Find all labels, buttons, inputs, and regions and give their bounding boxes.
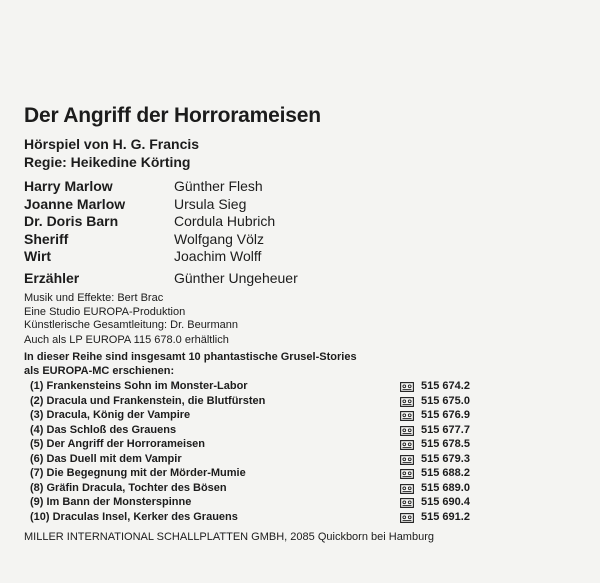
series-item-title: (1) Frankensteins Sohn im Monster-Labor <box>30 380 248 392</box>
cast-row <box>24 178 298 196</box>
series-intro <box>24 351 357 378</box>
cast-actor: Ursula Sieg <box>174 195 247 212</box>
cassette-icon <box>400 513 414 528</box>
series-item <box>24 510 494 525</box>
cast-actor: Günther Ungeheuer <box>174 269 298 286</box>
catalog-number: 515 679.3 <box>421 452 470 465</box>
series-item <box>24 466 494 481</box>
series-intro-line: als EUROPA-MC erschienen: <box>24 364 175 377</box>
cast-role: Sheriff <box>24 230 69 247</box>
catalog-number: 515 676.9 <box>421 409 470 422</box>
catalog-number: 515 691.2 <box>421 510 470 523</box>
cast-row <box>24 270 298 288</box>
lp-availability-note: Auch als LP EUROPA 115 678.0 erhältlich <box>24 334 229 346</box>
series-item-title: (9) Im Bann der Monsterspinne <box>30 496 192 509</box>
credit-line: Eine Studio EUROPA-Produktion <box>24 305 186 318</box>
publisher-footer: MILLER INTERNATIONAL SCHALLPLATTEN GMBH, 2085 Quickborn bei Hamburg <box>24 531 434 543</box>
cast-actor: Cordula Hubrich <box>174 213 276 230</box>
catalog-number: 515 688.2 <box>421 467 470 480</box>
catalog-number: 515 689.0 <box>421 481 470 494</box>
credit-line: Musik und Effekte: Bert Brac <box>24 292 164 304</box>
catalog-number: 515 677.7 <box>421 423 470 436</box>
cast-actor: Günther Flesh <box>174 178 263 194</box>
cast-role: Harry Marlow <box>24 178 113 194</box>
series-item <box>24 394 494 409</box>
series-item-title: (8) Gräfin Dracula, Tochter des Bösen <box>30 481 227 494</box>
series-item <box>24 408 494 423</box>
series-item-title: (7) Die Begegnung mit der Mörder-Mumie <box>30 467 246 480</box>
series-item <box>24 495 494 510</box>
author-line: Hörspiel von H. G. Francis <box>24 136 200 152</box>
series-item-title: (4) Das Schloß des Grauens <box>30 423 177 436</box>
series-list <box>24 379 494 524</box>
cast-row <box>24 248 298 266</box>
credit-line: Künstlerische Gesamtleitung: Dr. Beurmann <box>24 319 238 331</box>
series-item <box>24 452 494 467</box>
series-item <box>24 481 494 496</box>
series-intro-line: In dieser Reihe sind insgesamt 10 phantastische Grusel-Stories <box>24 351 357 363</box>
series-item-title: (10) Draculas Insel, Kerker des Grauens <box>30 510 238 523</box>
production-credits <box>24 292 238 333</box>
cast-actor: Joachim Wolff <box>174 248 262 265</box>
director-line: Regie: Heikedine Körting <box>24 154 191 170</box>
series-item <box>24 437 494 452</box>
series-item <box>24 379 494 394</box>
catalog-number: 515 678.5 <box>421 438 470 451</box>
cast-row <box>24 196 298 214</box>
catalog-number: 515 690.4 <box>421 496 470 509</box>
cast-role: Joanne Marlow <box>24 195 126 212</box>
page-title: Der Angriff der Horrorameisen <box>24 104 321 127</box>
series-item <box>24 423 494 438</box>
cast-actor: Wolfgang Völz <box>174 230 265 247</box>
cast-row <box>24 213 298 231</box>
cast-role: Wirt <box>24 248 52 265</box>
series-item-title: (2) Dracula und Frankenstein, die Blutfürsten <box>30 394 266 407</box>
cast-row <box>24 231 298 249</box>
cast-role: Dr. Doris Barn <box>24 213 119 230</box>
series-item-title: (5) Der Angriff der Horrorameisen <box>30 438 206 451</box>
catalog-number: 515 675.0 <box>421 394 470 407</box>
cast-role: Erzähler <box>24 269 80 286</box>
catalog-number: 515 674.2 <box>421 380 470 392</box>
cast-list <box>24 178 298 288</box>
series-item-title: (6) Das Duell mit dem Vampir <box>30 452 182 465</box>
series-item-title: (3) Dracula, König der Vampire <box>30 409 191 422</box>
